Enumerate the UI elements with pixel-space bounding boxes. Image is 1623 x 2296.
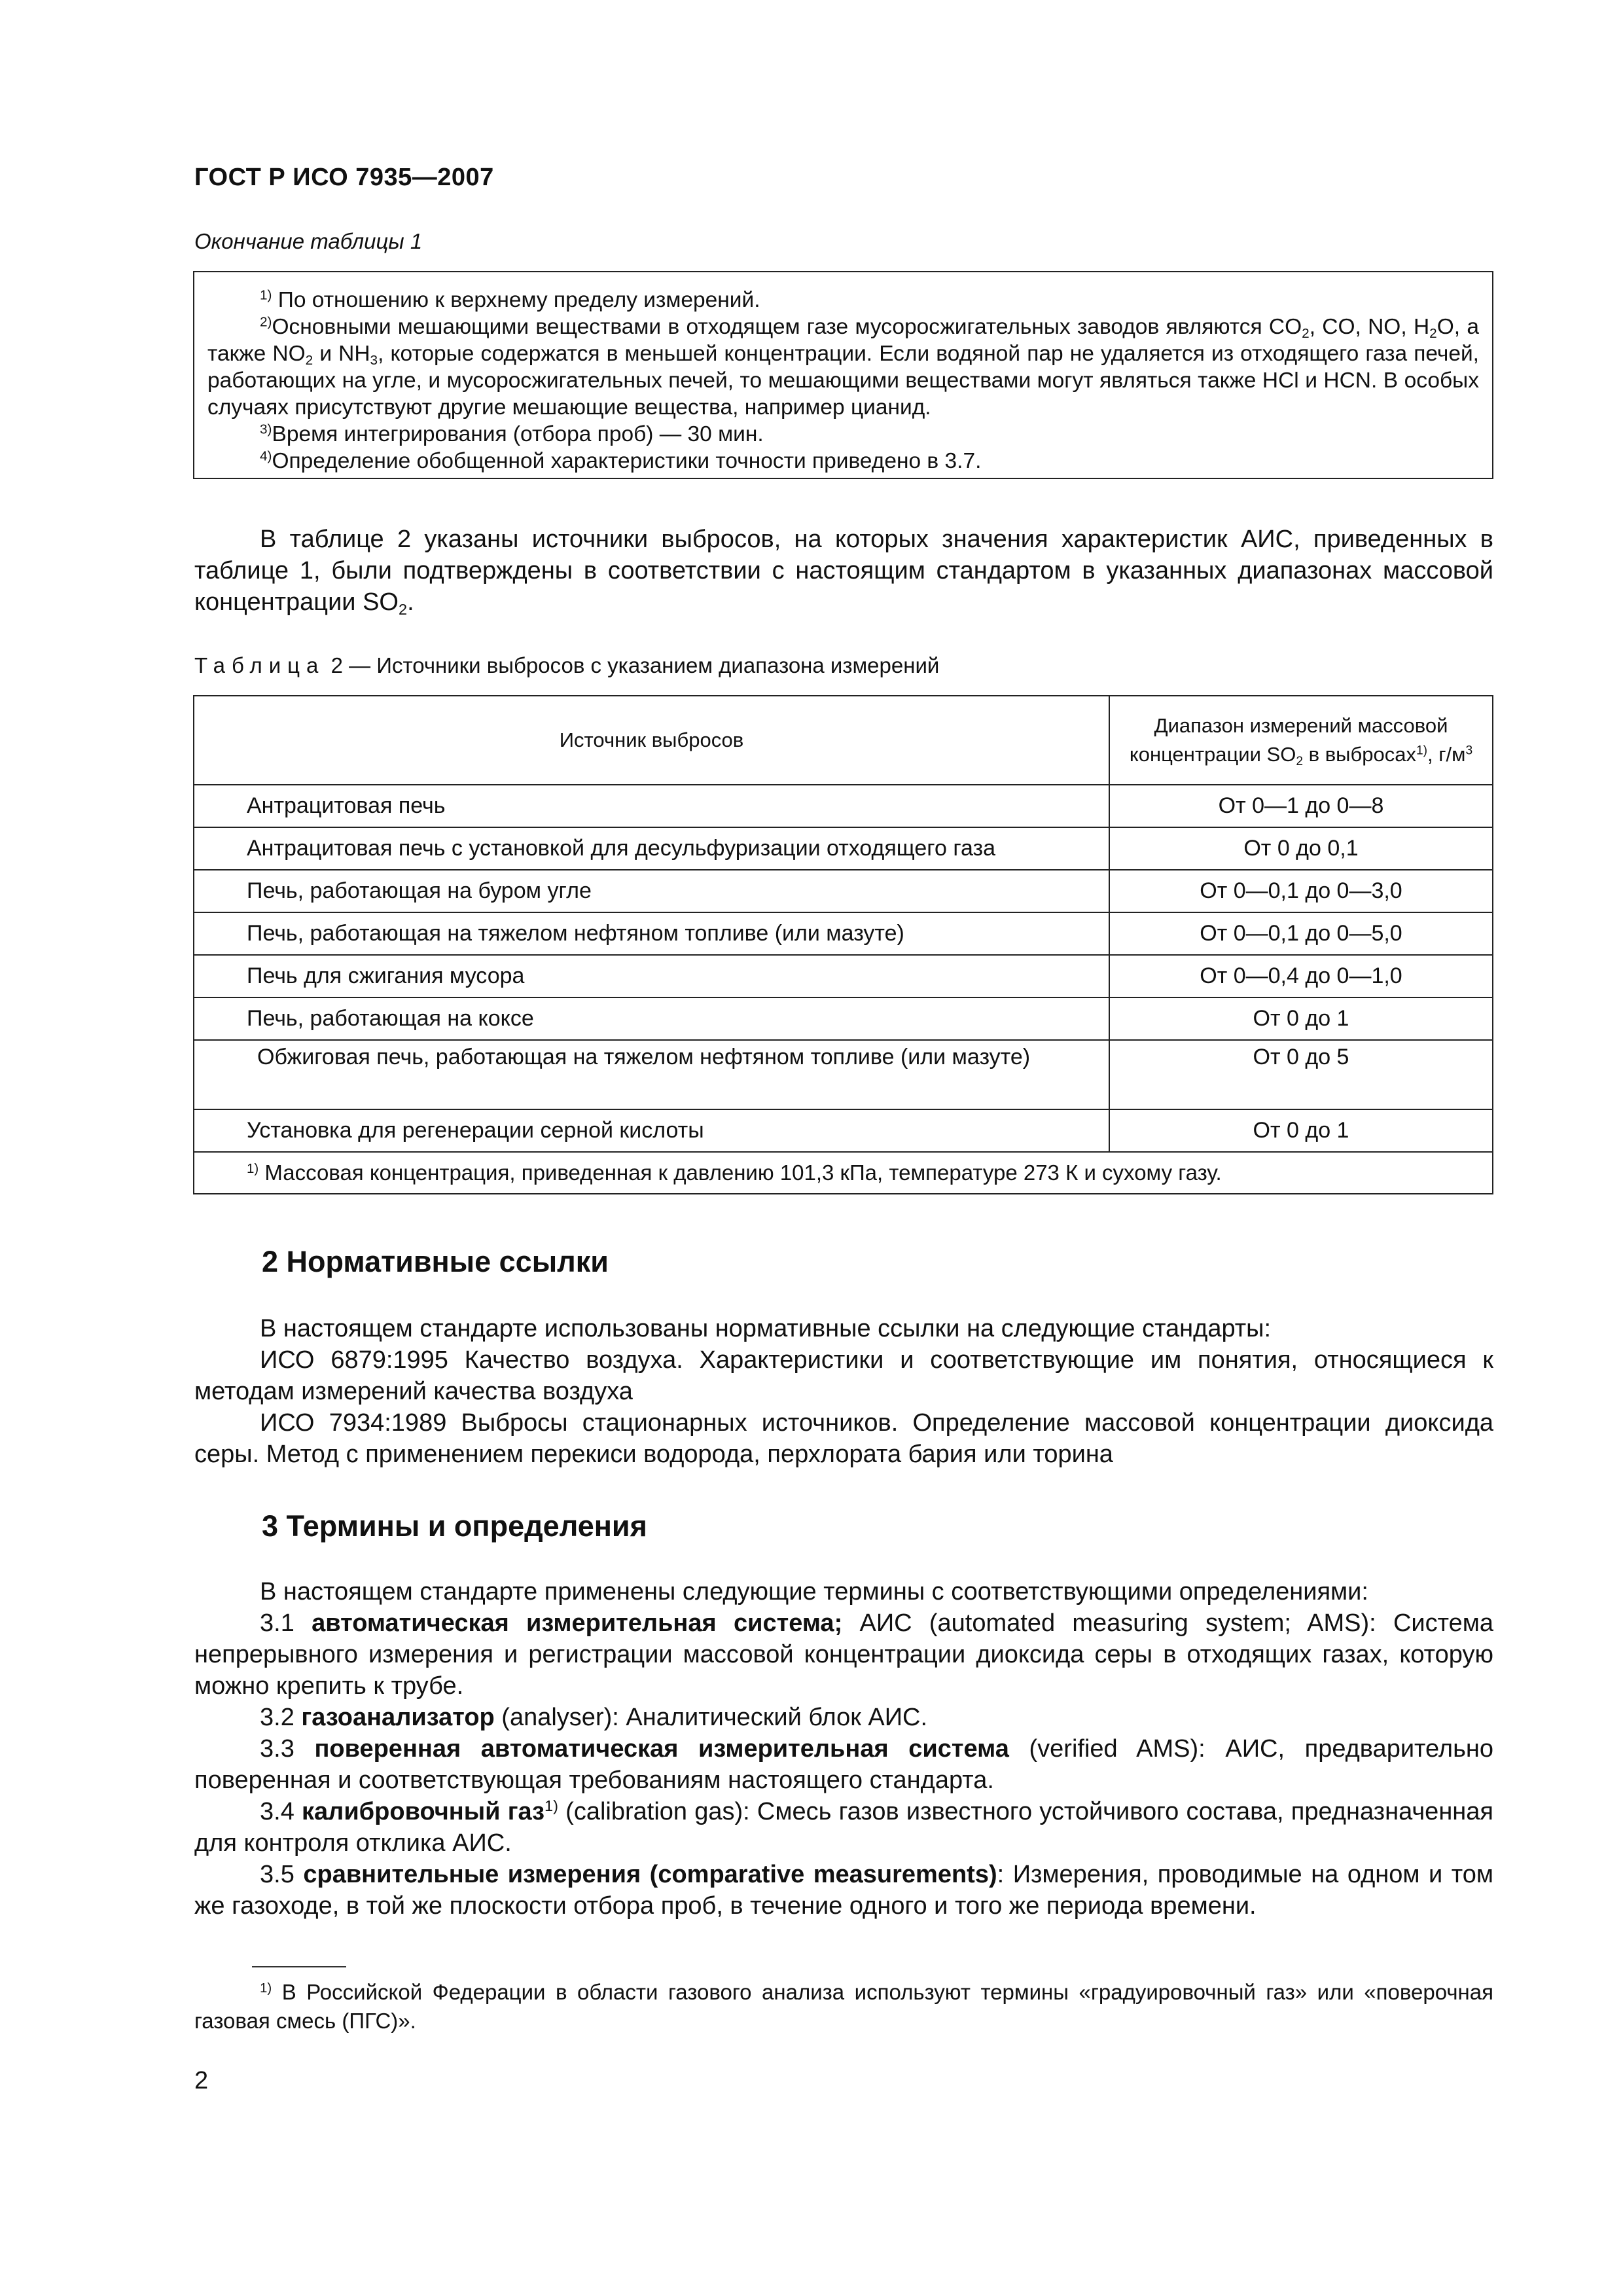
section-2-title: 2 Нормативные ссылки <box>262 1245 609 1278</box>
page-footnote: $^{1)}$ В Российской Федерации в области газового анализа используют термины «градуировочный газ» или «поверочная газовая смесь (ПГС)». <box>194 1980 1494 2033</box>
emission-sources-table <box>193 695 1493 1194</box>
note-3: $^{3)}$Время интегрирования (отбора проб) — 30 мин. <box>260 422 764 446</box>
table-row: Печь, работающая на коксе От 0 до 1 <box>194 997 1493 1040</box>
page-number: 2 <box>194 2067 209 2094</box>
table-row: Установка для регенерации серной кислоты От 0 до 1 <box>194 1109 1493 1152</box>
table-row: Антрацитовая печь От 0—1 до 0—8 <box>194 785 1493 827</box>
term-3-2: 3.2 газоанализатор (analyser): Аналитический блок АИС. <box>260 1704 928 1731</box>
term-3-1: 3.1 автоматическая измерительная система; АИС (automated measuring system; AMS): Система непрерывного измерения и регистрации массовой концентрации диоксида серы в отходящих газах, которую можно крепить к трубе. <box>194 1609 1494 1700</box>
table2-caption: Таблица 2 — Источники выбросов с указанием диапазона измерений <box>194 653 940 677</box>
term-3-3: 3.3 поверенная автоматическая измерительная система (verified AMS): АИС, предварительно поверенная и соответствующая требованиям настоящего стандарта. <box>194 1735 1493 1794</box>
document-header: ГОСТ Р ИСО 7935—2007 <box>194 164 494 191</box>
term-3-5: 3.5 сравнительные измерения (comparative measurements): Измерения, проводимые на одном и том же газоходе, в той же плоскости отбора проб, в течение одного и того же периода времени. <box>194 1861 1494 1920</box>
table-header-row <box>194 696 1493 785</box>
table1-notes-box <box>193 271 1493 479</box>
table-row: Печь, работающая на буром угле От 0—0,1 до 0—3,0 <box>194 870 1493 912</box>
table-footnote-row: $^{1)}$ Массовая концентрация, приведенная к давлению 101,3 кПа, температуре 273 К и сухому газу. <box>194 1152 1493 1194</box>
term-3-4: 3.4 калибровочный газ$^{1)}$ (calibration gas): Смесь газов известного устойчивого состава, предназначенная для контроля отклика АИС. <box>194 1797 1493 1857</box>
intro-paragraph: В таблице 2 указаны источники выбросов, на которых значения характеристик АИС, приведенных в таблице 1, были подтверждены в соответствии с настоящим стандартом в указанных диапазонах массовой концентрации $SO_2$. <box>194 526 1493 619</box>
section-3-title: 3 Термины и определения <box>262 1509 647 1543</box>
table-row: Антрацитовая печь с установкой для десульфуризации отходящего газа От 0 до 0,1 <box>194 827 1493 870</box>
note-2: $^{2)}$Основными мешающими веществами в отходящем газе мусоросжигательных заводов являются $CO_2$, CO, NO, $H_2O$, а также $NO_2$ и $NH_3$, которые содержатся в меньшей концентрации. Если водяной пар не удаляется из отходящего газа печей, работающих на угле, и мусоросжигательных печей, то мешающими веществами могут являться также HCl и HCN. В особых случаях присутствуют другие мешающие вещества, например цианид. <box>207 314 1479 420</box>
col-header-range: Диапазон измерений массовой концентрации $SO_2$ в выбросах$^{1)}$, $г/м^3$ <box>1109 696 1493 785</box>
section-2-body: В настоящем стандарте использованы нормативные ссылки на следующие стандарты: ИСО 6879:1995 Качество воздуха. Характеристики и соответствующие им понятия, относящиеся к методам измерений качества воздуха ИСО 7934:1989 Выбросы стационарных источников. Определение массовой концентрации диоксида серы. Метод с применением перекиси водорода, перхлората бария или торина <box>194 1315 1493 1468</box>
table-row: Печь для сжигания мусора От 0—0,4 до 0—1,0 <box>194 955 1493 997</box>
section-3-body: В настоящем стандарте применены следующие термины с соответствующими определениями: 3.1 автоматическая измерительная система; АИС (automated measuring system; AMS): Система непрерывного измерения и регистрации массовой концентрации диоксида серы в отходящих газах, которую можно крепить к трубе. 3.2 газоанализатор (analyser): Аналитический блок АИС. 3.3 поверенная автоматическая измерительная система (verified AMS): АИС, предварительно поверенная и соответствующая требованиям настоящего стандарта. 3.4 калибровочный газ$^{1)}$ (calibration gas): Смесь газов известного устойчивого состава, предназначенная для контроля отклика АИС. 3.5 сравнительные измерения (comparative measurements): Измерения, проводимые на одном и том же газоходе, в той же плоскости отбора проб, в течение одного и того же периода времени. <box>194 1576 1493 1922</box>
table-continuation-label: Окончание таблицы 1 <box>194 229 423 253</box>
col-header-source: Источник выбросов <box>194 696 1109 785</box>
table-row: Обжиговая печь, работающая на тяжелом нефтяном топливе (или мазуте) От 0 до 5 <box>194 1040 1493 1109</box>
note-4: $^{4)}$Определение обобщенной характеристики точности приведено в 3.7. <box>260 448 982 473</box>
footnote-separator <box>252 1966 346 1967</box>
note-1: $^{1)}$ По отношению к верхнему пределу измерений. <box>260 287 760 312</box>
table-row: Печь, работающая на тяжелом нефтяном топливе (или мазуте) От 0—0,1 до 0—5,0 <box>194 912 1493 955</box>
